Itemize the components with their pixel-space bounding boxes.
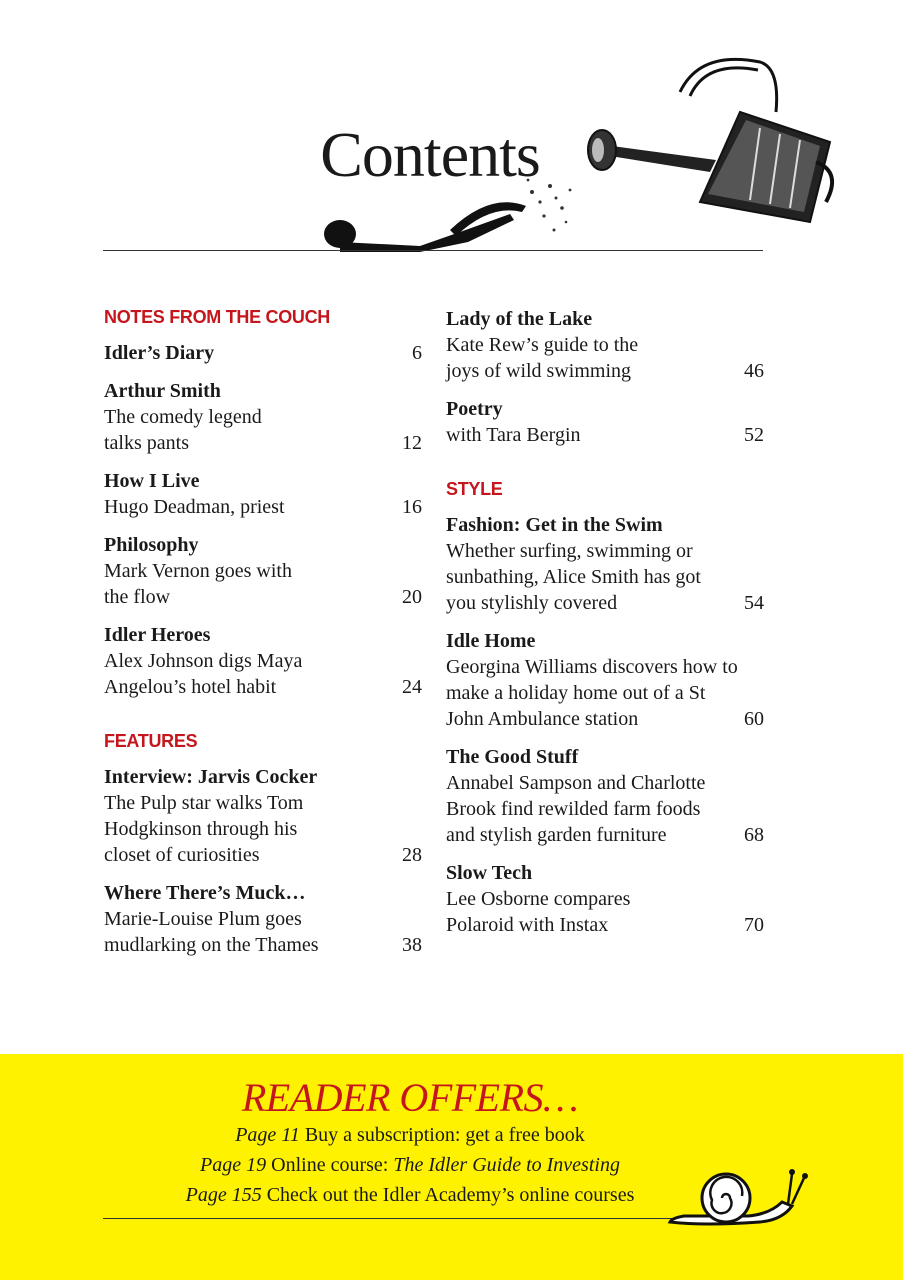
entry-page-number: 38 [402, 934, 422, 956]
entry-description: Alex Johnson digs Maya Angelou’s hotel habit [104, 650, 303, 698]
toc-entry-fashion[interactable] [446, 512, 764, 616]
toc-entry-idlers-diary[interactable] [104, 340, 422, 366]
entry-description: Hugo Deadman, priest [104, 496, 285, 518]
toc-entry-idle-home[interactable] [446, 628, 764, 732]
entry-title: Interview: Jarvis Cocker [104, 766, 318, 788]
entry-title: The Good Stuff [446, 746, 579, 768]
entry-page-number: 60 [744, 708, 764, 730]
entry-title: Idler’s Diary [104, 342, 215, 364]
entry-page-number: 54 [744, 592, 764, 614]
entry-page-number: 6 [412, 342, 422, 364]
offer-text: Online course: [271, 1154, 389, 1176]
entry-page-number: 24 [402, 676, 422, 698]
entry-page-number: 70 [744, 914, 764, 936]
toc-entry-poetry[interactable] [446, 396, 764, 448]
toc-entry-idler-heroes[interactable] [104, 622, 422, 700]
page-title: Contents [320, 119, 540, 190]
entry-title: Philosophy [104, 534, 199, 556]
entry-title: Lady of the Lake [446, 308, 593, 330]
entry-description: Annabel Sampson and Charlotte Brook find rewilded farm foods and stylish garden furniture [446, 772, 706, 846]
entry-page-number: 12 [402, 432, 422, 454]
offer-page-ref: Page 19 [200, 1154, 267, 1176]
offer-page-ref: Page 155 [185, 1184, 262, 1206]
entry-page-number: 52 [744, 424, 764, 446]
offer-text: Check out the Idler Academy’s online courses [266, 1184, 635, 1206]
entry-title: Where There’s Muck… [104, 882, 306, 904]
entry-page-number: 16 [402, 496, 422, 518]
entry-title: Idle Home [446, 630, 536, 652]
entry-title: Slow Tech [446, 862, 533, 884]
left-column [104, 306, 422, 970]
section-heading-features: FEATURES [104, 731, 198, 751]
toc-entry-lady-of-the-lake[interactable] [446, 306, 764, 384]
section-heading-notes: NOTES FROM THE COUCH [104, 307, 330, 327]
offer-course-title: The Idler Guide to Investing [393, 1154, 620, 1176]
offer-line-subscription[interactable] [0, 1122, 820, 1148]
entry-title: Arthur Smith [104, 380, 221, 402]
toc-entry-arthur-smith[interactable] [104, 378, 422, 456]
header-divider [103, 250, 763, 251]
entry-description: Kate Rew’s guide to the joys of wild swimming [446, 334, 639, 382]
entry-description: Georgina Williams discovers how to make a holiday home out of a St John Ambulance station [446, 656, 738, 730]
toc-entry-the-good-stuff[interactable] [446, 744, 764, 848]
entry-description: Mark Vernon goes with the flow [104, 560, 292, 608]
section-heading-style: STYLE [446, 479, 503, 499]
entry-description: Whether surfing, swimming or sunbathing, Alice Smith has got you stylishly covered [446, 540, 701, 614]
toc-entry-slow-tech[interactable] [446, 860, 764, 938]
entry-page-number: 46 [744, 360, 764, 382]
entry-description: Lee Osborne compares Polaroid with Instax [446, 888, 631, 936]
entry-title: Idler Heroes [104, 624, 211, 646]
entry-page-number: 20 [402, 586, 422, 608]
offers-divider [103, 1218, 703, 1219]
entry-description: with Tara Bergin [446, 424, 581, 446]
reader-offers-panel [0, 1054, 903, 1280]
toc-entry-where-theres-muck[interactable] [104, 880, 422, 958]
offer-text: Buy a subscription: get a free book [304, 1124, 585, 1146]
entry-description: The comedy legend talks pants [104, 406, 262, 454]
entry-page-number: 28 [402, 844, 422, 866]
toc-entry-philosophy[interactable] [104, 532, 422, 610]
entry-title: Poetry [446, 398, 503, 420]
reader-offers-title: READER OFFERS… [241, 1075, 579, 1120]
toc-entry-jarvis-cocker[interactable] [104, 764, 422, 868]
toc-entry-how-i-live[interactable] [104, 468, 422, 520]
offer-page-ref: Page 11 [235, 1124, 300, 1146]
entry-title: Fashion: Get in the Swim [446, 514, 663, 536]
snail-icon [664, 1156, 814, 1236]
entry-description: Marie-Louise Plum goes mudlarking on the Thames [104, 908, 319, 956]
right-column [446, 306, 764, 950]
entry-page-number: 68 [744, 824, 764, 846]
entry-description: The Pulp star walks Tom Hodgkinson through his closet of curiosities [104, 792, 304, 866]
entry-title: How I Live [104, 470, 200, 492]
